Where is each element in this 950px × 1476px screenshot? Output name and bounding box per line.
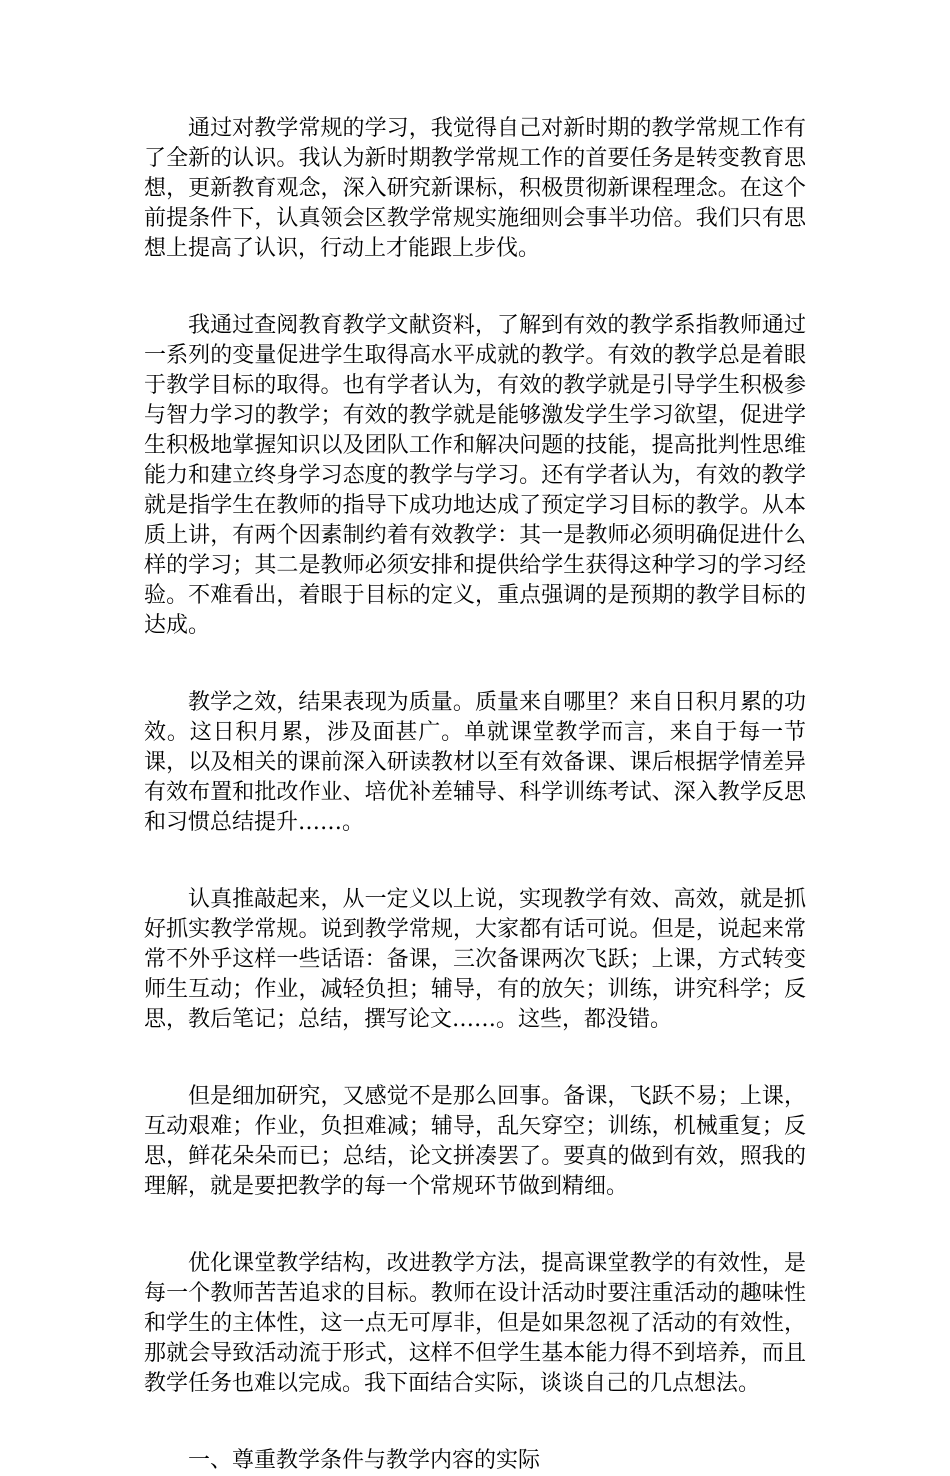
paragraph: 通过对教学常规的学习，我觉得自己对新时期的教学常规工作有了全新的认识。我认为新时期教学常规工作的首要任务是转变教育思想，更新教育观念，深入研究新课标，积极贯彻新课程理念。在这个前提条件下，认真领会区教学常规实施细则会事半功倍。我们只有思想上提高了认识，行动上才能跟上步伐。 [144, 116, 806, 261]
section-heading: 一、尊重教学条件与教学内容的实际 [188, 1448, 541, 1473]
document-page [144, 114, 806, 1476]
paragraph: 优化课堂教学结构，改进教学方法，提高课堂教学的有效性，是每一个教师苦苦追求的目标。教师在设计活动时要注重活动的趣味性和学生的主体性，这一点无可厚非，但是如果忽视了活动的有效性，那就会导致活动流于形式，这样不但学生基本能力得不到培养，而且教学任务也难以完成。我下面结合实际，谈谈自己的几点想法。 [144, 1251, 806, 1396]
paragraph: 认真推敲起来，从一定义以上说，实现教学有效、高效，就是抓好抓实教学常规。说到教学常规，大家都有话可说。但是，说起来常常不外乎这样一些话语：备课，三次备课两次飞跃；上课，方式转变师生互动；作业，减轻负担；辅导，有的放矢；训练，讲究科学；反思，教后笔记；总结，撰写论文……。这些，都没错。 [144, 887, 806, 1032]
paragraph: 教学之效，结果表现为质量。质量来自哪里？来自日积月累的功效。这日积月累，涉及面甚广。单就课堂教学而言，来自于每一节课，以及相关的课前深入研读教材以至有效备课、课后根据学情差异有效布置和批改作业、培优补差辅导、科学训练考试、深入教学反思和习惯总结提升……。 [144, 690, 806, 835]
paragraph: 但是细加研究，又感觉不是那么回事。备课，飞跃不易；上课，互动艰难；作业，负担难减；辅导，乱矢穿空；训练，机械重复；反思，鲜花朵朵而已；总结，论文拼凑罢了。要真的做到有效，照我的理解，就是要把教学的每一个常规环节做到精细。 [144, 1084, 806, 1199]
paragraph: 我通过查阅教育教学文献资料，了解到有效的教学系指教师通过一系列的变量促进学生取得高水平成就的教学。有效的教学总是着眼于教学目标的取得。也有学者认为，有效的教学就是引导学生积极参与智力学习的教学；有效的教学就是能够激发学生学习欲望，促进学生积极地掌握知识以及团队工作和解决问题的技能，提高批判性思维能力和建立终身学习态度的教学与学习。还有学者认为，有效的教学就是指学生在教师的指导下成功地达成了预定学习目标的教学。从本质上讲，有两个因素制约着有效教学：其一是教师必须明确促进什么样的学习；其二是教师必须安排和提供给学生获得这种学习的学习经验。不难看出，着眼于目标的定义，重点强调的是预期的教学目标的达成。 [144, 313, 806, 638]
